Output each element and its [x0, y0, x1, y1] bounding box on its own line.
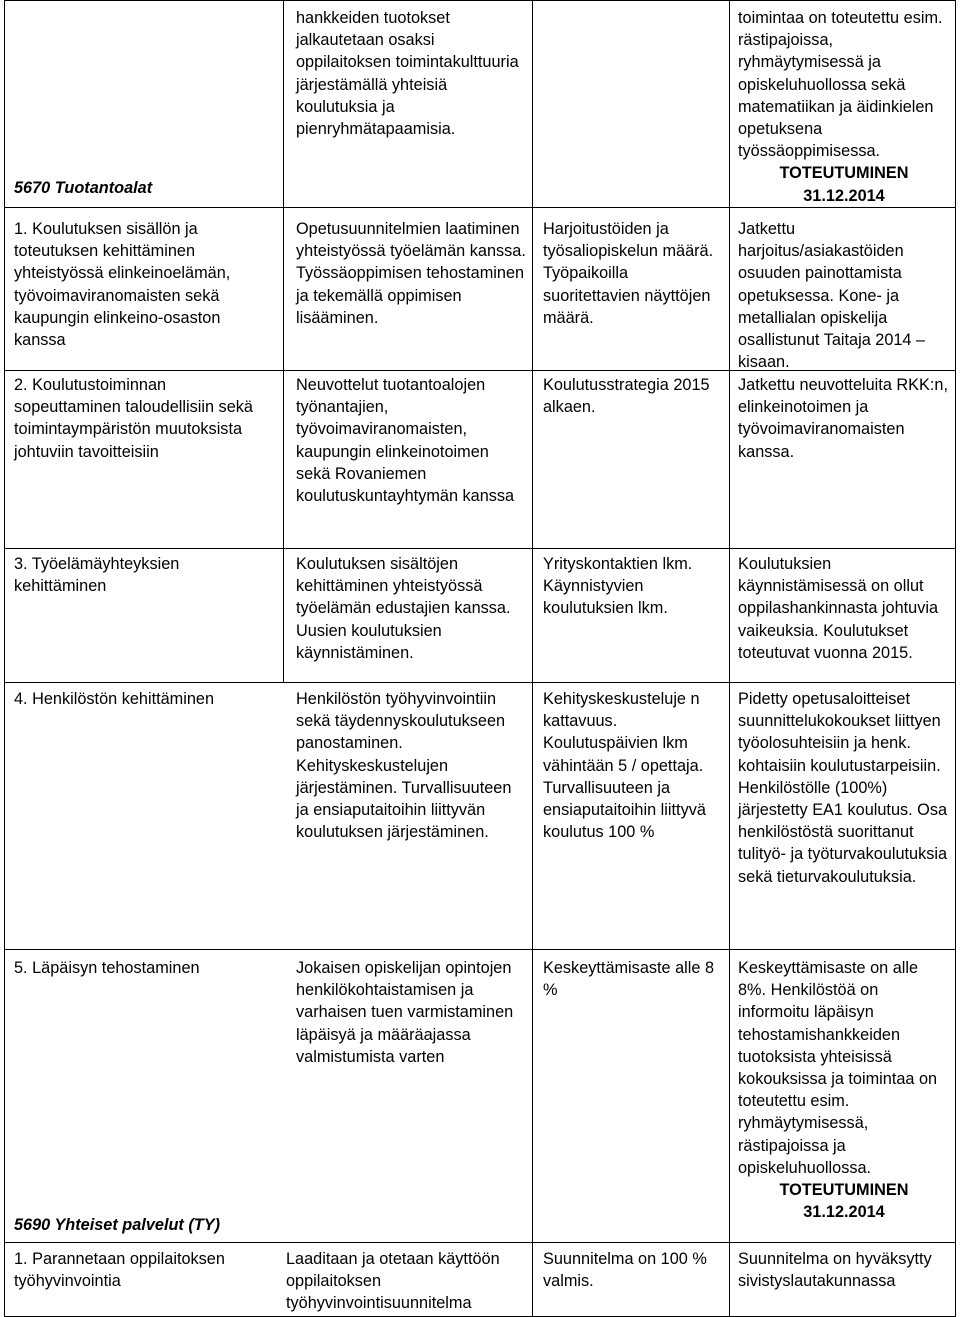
row-divider: [4, 682, 956, 683]
result-text: Keskeyttämisaste on alle 8%. Henkilöstöä on informoitu läpäisyn tehostamishankkeiden tuotoksista yhteisissä kokouksissa ja toimintaa on toteutettu esim. ryhmäytymisessä, rästipajoissa ja opiskeluhuollossa.: [738, 959, 938, 1177]
indicator-cell: Keskeyttämisaste alle 8 %: [543, 959, 715, 1000]
result-cell: Suunnitelma on hyväksytty sivistyslautakunnassa: [738, 1250, 932, 1291]
column-divider: [283, 0, 284, 682]
result-heading: TOTEUTUMINEN: [779, 164, 909, 183]
action-cell: Opetusuunnitelmien laatiminen yhteistyössä työelämän kanssa. Työssäoppimisen tehostaminen ja tekemällä oppimisen lisääminen.: [296, 220, 526, 327]
section-title: 5690 Yhteiset palvelut (TY): [14, 1216, 221, 1234]
row-divider: [4, 949, 956, 950]
result-cell: Jatkettu neuvotteluita RKK:n, elinkeinotoimen ja työvoimaviranomaisten kanssa.: [738, 376, 948, 461]
section-title: 5670 Tuotantoalat: [14, 179, 153, 197]
result-cell: Jatkettu harjoitus/asiakastöiden osuuden painottamista opetuksessa. Kone- ja metallialan opiskelija osallistunut Taitaja 2014 –kisaan.: [738, 220, 926, 372]
column-divider: [532, 0, 533, 1317]
goal-cell: 1. Parannetaan oppilaitoksen työhyvinvointia: [14, 1250, 225, 1291]
indicator-cell: Koulutusstrategia 2015 alkaen.: [543, 376, 710, 417]
column-divider: [729, 0, 730, 1317]
goal-cell: 4. Henkilöstön kehittäminen: [14, 690, 215, 708]
result-cell: Pidetty opetusaloitteiset suunnittelukokoukset liittyen työolosuhteisiin ja henk. kohtaisiin koulutustarpeisiin. Henkilöstölle (100%) järjestetty EA1 koulutus. Osa henkilöstöstä suorittanut tulityö- ja työturvakoulutuksia sekä tieturvakoulutuksia.: [738, 690, 948, 886]
table-border-right: [955, 0, 956, 1317]
action-cell: Laaditaan ja otetaan käyttöön oppilaitoksen työhyvinvointisuunnitelma: [286, 1250, 500, 1313]
goal-cell: 1. Koulutuksen sisällön ja toteutuksen kehittäminen yhteistyössä elinkeinoelämän, työvoimaviranomaisten sekä kaupungin elinkeino-osaston kanssa: [14, 220, 231, 350]
result-continued: [738, 7, 950, 207]
result-cell: [738, 957, 950, 1223]
result-cell: Koulutuksien käynnistämisessä on ollut oppilashankinnasta johtuvia vaikeuksia. Koulutukset toteutuvat vuonna 2015.: [738, 555, 939, 662]
goal-cell: 5. Läpäisyn tehostaminen: [14, 959, 200, 977]
result-date: 31.12.2014: [803, 186, 885, 205]
result-text: toimintaa on toteutettu esim. rästipajoissa, ryhmäytymisessä ja opiskeluhuollossa sekä matematiikan ja äidinkielen opetuksena työssäoppimisessa.: [738, 9, 943, 161]
indicator-cell: Harjoitustöiden ja työsaliopiskelun määrä. Työpaikoilla suoritettavien näyttöjen määrä.: [543, 220, 714, 327]
goal-cell: 2. Koulutustoiminnan sopeuttaminen taloudellisiin sekä toimintaympäristön muutoksista johtuviin tavoitteisiin: [14, 376, 253, 461]
indicator-cell: Kehityskeskusteluje n kattavuus. Koulutuspäivien lkm vähintään 5 / opettaja. Turvallisuuteen ja ensiaputaitoihin liittyvä koulutus 100 %: [543, 690, 706, 842]
indicator-cell: Yrityskontaktien lkm. Käynnistyvien koulutuksien lkm.: [543, 555, 693, 618]
result-heading: TOTEUTUMINEN: [779, 1181, 909, 1200]
action-cell: Koulutuksen sisältöjen kehittäminen yhteistyössä työelämän edustajien kanssa. Uusien koulutuksien käynnistäminen.: [296, 555, 511, 662]
result-date: 31.12.2014: [803, 1203, 885, 1222]
row-divider: [4, 1242, 956, 1243]
goal-cell: 3. Työelämäyhteyksien kehittäminen: [14, 555, 180, 596]
row-divider: [4, 207, 956, 208]
row-divider: [4, 0, 956, 1]
table-border-left: [4, 0, 5, 1317]
indicator-cell: Suunnitelma on 100 % valmis.: [543, 1250, 707, 1291]
action-cell: Jokaisen opiskelijan opintojen henkilökohtaistamisen ja varhaisen tuen varmistaminen läpäisyä ja määräajassa valmistumista varten: [296, 959, 514, 1066]
action-cell: Henkilöstön työhyvinvointiin sekä täydennyskoulutukseen panostaminen. Kehityskeskustelujen järjestäminen. Turvallisuuteen ja ensiaputaitoihin liittyvän koulutuksen järjestäminen.: [296, 690, 512, 842]
action-cell: Neuvottelut tuotantoalojen työnantajien, työvoimaviranomaisten, kaupungin elinkeinotoimen sekä Rovaniemen koulutuskuntayhtymän kanssa: [296, 376, 515, 506]
goal-action-continued: hankkeiden tuotokset jalkautetaan osaksi oppilaitoksen toimintakulttuuria järjestämällä yhteisiä koulutuksia ja pienryhmätapaamisia.: [296, 9, 519, 139]
row-divider: [4, 548, 956, 549]
